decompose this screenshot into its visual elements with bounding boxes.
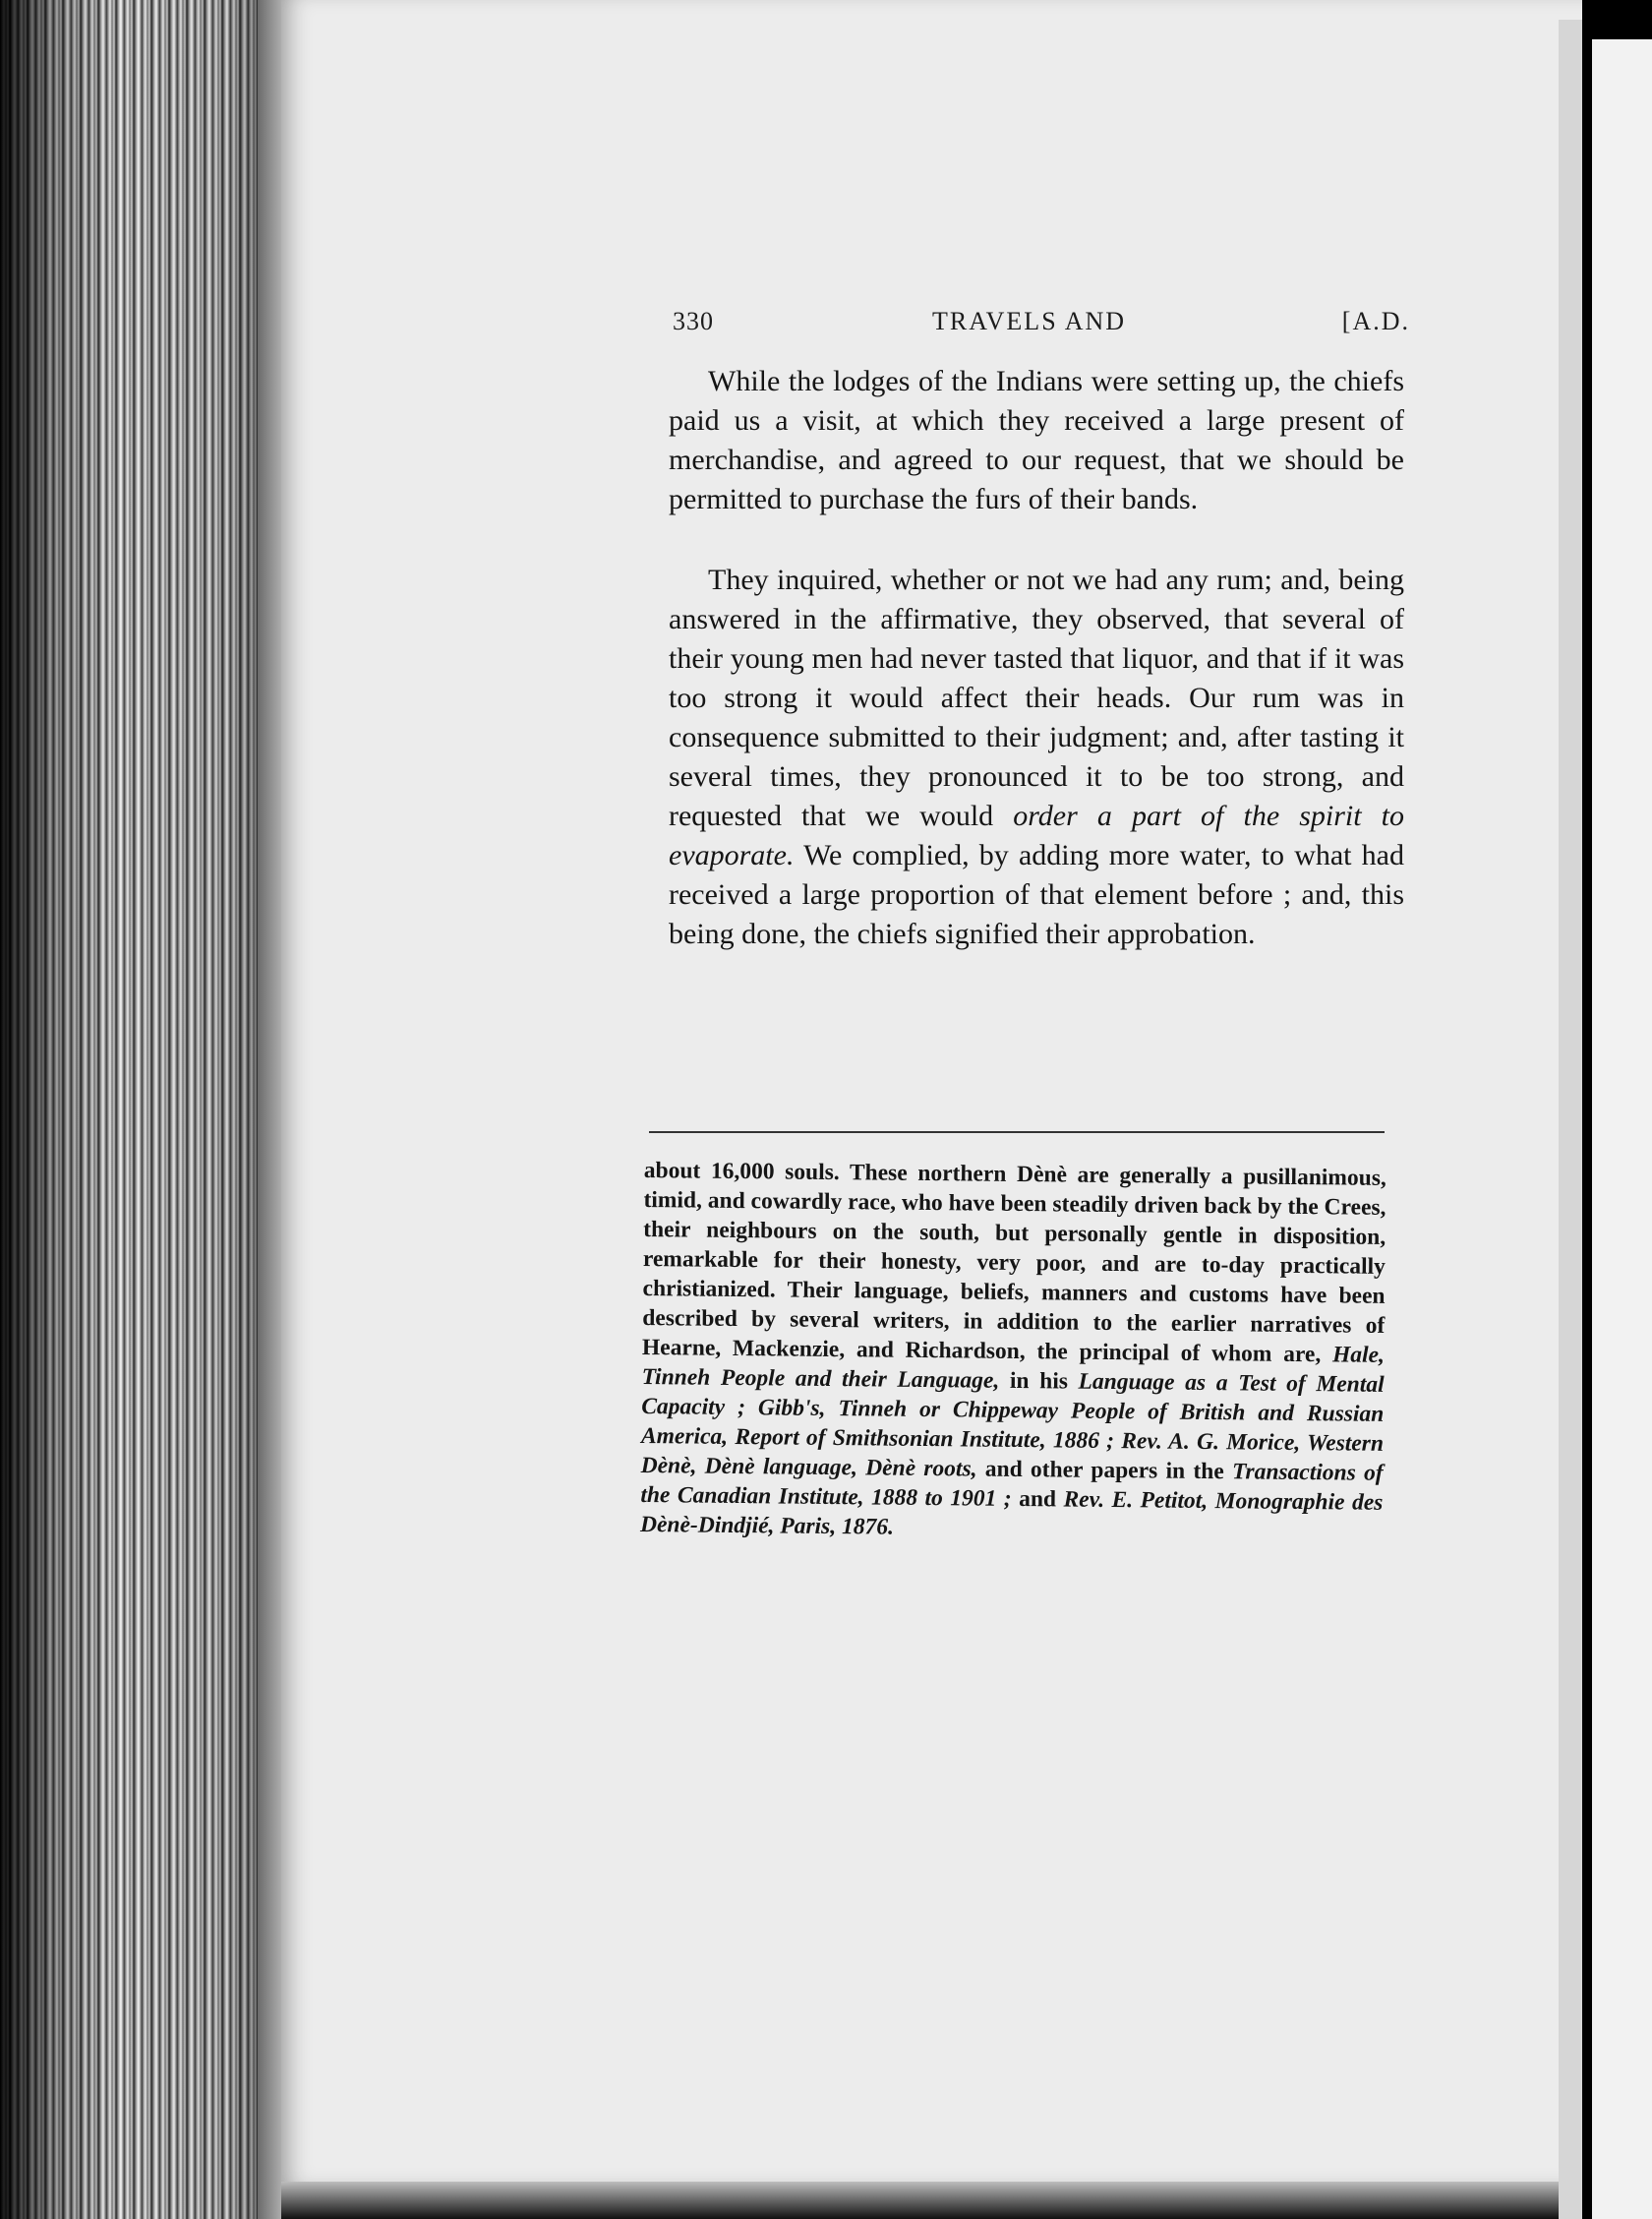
paragraph-1: While the lodges of the Indians were setting up, the chiefs paid us a visit, at which they received a large present of merchandise, and agreed to our request, that we should be permitted to purchase the furs of their bands. xyxy=(669,365,1404,515)
right-page-edge xyxy=(1592,39,1652,2219)
footnote xyxy=(640,1156,1386,1547)
footnote-part-7: and xyxy=(1011,1485,1064,1513)
right-page-gap xyxy=(1582,0,1592,2219)
footnote-text xyxy=(640,1156,1386,1547)
footnote-part-6: Transactions of the Canadian Institute, 1888 to 1901 ; xyxy=(640,1459,1384,1512)
running-title: TRAVELS AND xyxy=(932,307,1127,335)
footnote-part-4: Language as a Test of Mental Capacity ; Gibb's, Tinneh or Chippeway People of British and Russian America, Report of Smithsonian Institute, 1886 ; Rev. A. G. Morice, Western Dènè, Dènè language, Dènè roots, xyxy=(640,1368,1385,1482)
footnote-part-3: in his xyxy=(999,1367,1079,1395)
paragraph-2-text-a: They inquired, whether or not we had any rum; and, being answered in the affirmative, they observed, that several of their young men had never tasted that liquor, and that if it was too strong it would affect their heads. Our rum was in consequence submitted to their judgment; and, after tasting it several times, they pronounced it to be too strong, and requested that we would xyxy=(669,564,1404,832)
book-page-edges xyxy=(0,0,285,2219)
paragraph-2-text-b: We complied, by adding more water, to what had received a large proportion of that element before ; and, this being done, the chiefs signified their approbation. xyxy=(669,839,1404,950)
paragraph-2 xyxy=(669,561,1404,954)
footnote-part-1: about 16,000 souls. These northern Dènè are generally a pusillanimous, timid, and cowardly race, who have been steadily driven back by the Crees, their neighbours on the south, but personally gentle in disposition, remarkable for their honesty, very poor, and are to-day practically christianized. Their language, beliefs, manners and customs have been described by several writers, in addition to the earlier narratives of Hearne, Mackenzie, and Richardson, the principal of whom are, xyxy=(641,1157,1386,1368)
footnote-part-5: and other papers in the xyxy=(976,1456,1233,1485)
footnote-part-8: Rev. E. Petitot, Monographie des Dènè-Dindjié, Paris, 1876. xyxy=(639,1486,1384,1540)
page-number: 330 xyxy=(673,307,714,335)
footnote-part-2: Hale, Tinneh People and their Language, xyxy=(641,1342,1386,1394)
body-text xyxy=(669,362,1404,954)
page-bottom-shadow xyxy=(281,2182,1559,2219)
running-header xyxy=(673,307,1410,346)
paragraph-2-italic: order a part of the spirit to evaporate. xyxy=(669,800,1404,871)
section-mark: [A.D. xyxy=(1341,307,1410,335)
right-page-sliver xyxy=(1559,20,1582,2219)
footnote-rule xyxy=(649,1131,1385,1133)
